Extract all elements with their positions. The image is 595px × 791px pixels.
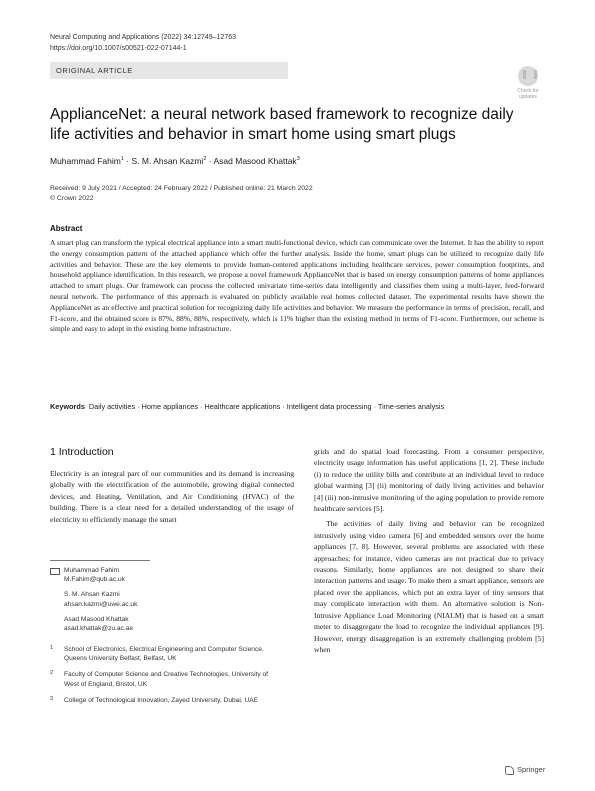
journal-citation: Neural Computing and Applications (2022) 34:12749–12763 [50,34,237,41]
article-type-banner [50,62,288,79]
author-name: S. M. Ahsan Kazmi [131,156,204,166]
dates-line: Received: 9 July 2021 / Accepted: 24 February 2022 / Published online: 21 March 2022 [50,185,313,192]
affiliation-text: Faculty of Computer Science and Creative Technologies, University of West of England, Bristol, UK [64,671,269,688]
keywords-text: Daily activities · Home appliances · Healthcare applications · Intelligent data processing · Time-series analysis [88,402,445,411]
publisher-name: Springer [517,765,546,774]
paper-title: ApplianceNet: a neural network based framework to recognize daily life activities and behavior in smart home using smart plugs [50,106,514,143]
author-separator: · [126,156,130,166]
author-affil-marker: 1 [120,156,124,163]
abstract-heading: Abstract [50,224,83,233]
correspondent-email[interactable]: M.Fahim@qub.ac.uk [64,576,125,584]
keywords-line [50,402,444,411]
correspondent-name: Asad Masood Khattak [64,615,129,623]
author-separator: · [208,156,212,166]
affiliation-entry [50,696,280,705]
doi-link[interactable]: https://doi.org/10.1007/s00521-022-07144-1 [50,45,187,52]
body-paragraph: The activities of daily living and behavior can be recognized intrusively using video camera [6] and embedded sensors over the home appliances [7, 8]. However, several problems are associated with these approaches; for instance, video cameras are not practical due to privacy reasons. Similarly, home appliances are not designed to share their interaction patterns and usage. To make them a smart appliance, sensors are placed over the appliances, which put an extra layer of tiny sensors that may complicate interaction with them. An alternative solution is Non-Intrusive Appliance Load Monitoring (NIALM) that is based on a smart meter to disaggregate the load to recognize the individual appliances [9]. However, energy disaggregation is an extremely challenging problem [5] when [314,519,544,654]
journal-header [50,32,236,54]
affiliation-entry [50,645,280,663]
body-paragraph: grids and do spatial load forecasting. From a consumer perspective, electricity usage information has useful applications [1, 2]. These include (i) to reduce the utility bills and contribute at an individual level to reduce global warming [3] (ii) monitoring of daily living activities and behavior [4] (iii) non-intrusive monitoring of the aging population to provide remote healthcare services [5]. [314,447,544,514]
publisher-footer [505,765,545,775]
affiliations-block [50,645,280,712]
publication-dates [50,184,313,204]
affiliation-text: College of Technological Innovation, Zayed University, Dubai, UAE [64,696,259,704]
footnote-divider [50,560,150,561]
abstract-text: A smart plug can transform the typical electrical appliance into a smart multi-functional device, which can communicate over the Internet. It has the ability to report the energy consumption pattern of the attached appliance which offer the further analysis. Inside the home, smart plugs can be utilized to recognize daily life activities and behavior. These are the key elements to provide human-centered applications including healthcare services, power consumption footprints, and household appliance identification. In this research, we propose a novel framework ApplianceNet that is based on energy consumption patterns of home appliances attached to smart plugs. Our framework can process the collected univariate time-series data intelligently and classifies them using a multi-layer, feed-forward neural network. The performance of this approach is evaluated on publicly available real homes collected dataset. The experimental results have shown the ApplianceNet as an effective and practical solution for recognizing daily life activities and behavior. We measure the performance in terms of precision, recall, and F1-score, and the obtained score is 87%, 88%, 88%, respectively, which is 11% higher than the existing method in terms of F1-score. Furthermore, our scheme is simple and easy to adopt in the existing home infrastructure. [50,238,544,334]
springer-logo-icon [505,766,514,775]
correspondence-block [50,566,280,639]
affiliation-number: 3 [50,695,54,702]
affiliation-number: 2 [50,670,54,677]
correspondent-name: Muhammad Fahim [64,567,119,574]
body-paragraph: Electricity is an integral part of our communities and its demand is increasing globally with the electrification of the automobile, growing digital connected devices, and Heating, Ventilation, and Air Conditioning (HVAC) of the building. There is a clear need for a detailed understanding of the usage of electricity to efficiently manage the smart [50,469,294,524]
correspondence-entry [50,566,280,584]
left-column [50,468,294,525]
correspondent-email[interactable]: asad.khattak@zu.ac.ae [64,625,134,633]
affiliation-entry [50,670,280,688]
affiliation-number: 1 [50,645,54,651]
section-heading: 1 Introduction [50,446,114,458]
correspondence-entry [50,590,280,608]
author-name: Asad Masood Khattak [213,156,297,166]
author-name: Muhammad Fahim [50,156,121,166]
author-list [50,156,300,166]
copyright-line: © Crown 2022 [50,195,94,202]
author-affil-marker: 2 [203,156,207,163]
correspondence-entry [50,615,280,633]
check-for-updates-badge[interactable] [510,66,546,100]
check-updates-icon [518,66,538,86]
mail-icon [50,568,60,575]
correspondent-email[interactable]: ahsan.kazmi@uwe.ac.uk [64,600,138,608]
affiliation-text: School of Electronics, Electrical Engineering and Computer Science, Queens University Belfast, Belfast, UK [64,646,264,663]
keywords-label: Keywords [50,402,85,411]
check-updates-label: Check for updates [517,88,539,100]
author-affil-marker: 3 [296,156,300,163]
article-type-label: ORIGINAL ARTICLE [56,66,133,75]
correspondent-name: S. M. Ahsan Kazmi [64,591,120,599]
right-column [314,446,544,655]
